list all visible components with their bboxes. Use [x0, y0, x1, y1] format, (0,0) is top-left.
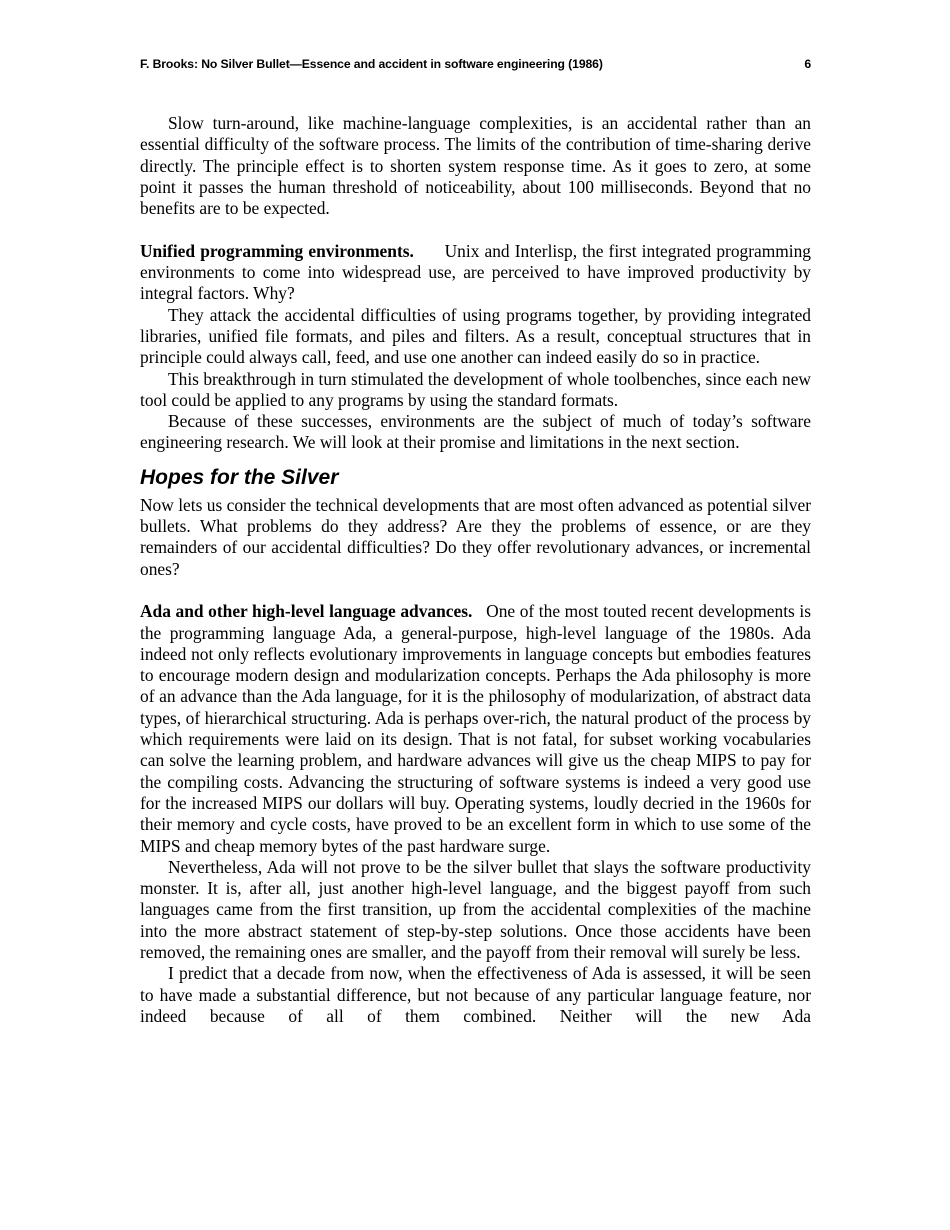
paragraph-nevertheless-ada: Nevertheless, Ada will not prove to be the silver bullet that slays the software productivity monster. It is, after all, just another high-level language, and the biggest payoff from such languages came from the first transition, up from the accidental complexities of the machine into the more abstract statement of step-by-step solutions. Once those accidents have been removed, the remaining ones are smaller, and the payoff from their removal will surely be less. [140, 856, 811, 962]
page-number: 6 [804, 57, 811, 71]
paragraph-unified-environments [140, 241, 811, 305]
paragraph-accidental-difficulties: They attack the accidental difficulties of using programs together, by providing integrated libraries, unified file formats, and piles and filters. As a result, conceptual structures that in principle could always call, feed, and use one another can indeed easily do so in practice. [140, 304, 811, 368]
paragraph-technical-developments: Now lets us consider the technical developments that are most often advanced as potential silver bullets. What problems do they address? Are they the problems of essence, or are they remainders of our accidental difficulties? Do they offer revolutionary advances, or incremental ones? [140, 494, 811, 579]
paragraph-prediction: I predict that a decade from now, when the effectiveness of Ada is assessed, it will be seen to have made a substantial difference, but not because of any particular language feature, nor indeed because of all of them combined. Neither will the new Ada [140, 963, 811, 1026]
section-heading: Hopes for the Silver [140, 465, 339, 489]
running-title: F. Brooks: No Silver Bullet—Essence and accident in software engineering (1986) [140, 57, 603, 71]
paragraph-slow-turnaround: Slow turn-around, like machine-language complexities, is an accidental rather than an essential difficulty of the software process. The limits of the contribution of time-sharing derive directly. The principle effect is to shorten system response time. As it goes to zero, at some point it passes the human threshold of noticeability, about 100 milliseconds. Beyond that no benefits are to be expected. [140, 113, 811, 219]
run-in-heading-unified-environments: Unified programming environments. [140, 240, 414, 261]
paragraph-text: Unix and Interlisp, the first integrated programming environments to come into widespread use, are perceived to have improved productivity by integral factors. Why? [140, 240, 811, 304]
running-header [140, 56, 811, 72]
document-body [140, 113, 811, 1027]
paragraph-toolbenches: This breakthrough in turn stimulated the development of whole toolbenches, since each new tool could be applied to any programs by using the standard formats. [140, 368, 811, 410]
paragraph-ada-advances [140, 601, 811, 857]
paragraph-environments-research: Because of these successes, environments are the subject of much of today’s software engineering research. We will look at their promise and limitations in the next section. [140, 411, 811, 453]
paragraph-text: One of the most touted recent developments is the programming language Ada, a general-purpose, high-level language of the 1980s. Ada indeed not only reflects evolutionary improvements in language concepts but embodies features to encourage modern design and modularization concepts. Perhaps the Ada philosophy is more of an advance than the Ada language, for it is the philosophy of modularization, of abstract data types, of hierarchical structuring. Ada is perhaps over-rich, the natural product of the process by which requirements were laid on its design. That is not fatal, for subset working vocabularies can solve the learning problem, and hardware advances will give us the cheap MIPS to pay for the compiling costs. Advancing the structuring of software systems is indeed a very good use for the increased MIPS our dollars will buy. Operating systems, loudly decried in the 1960s for their memory and cycle costs, have proved to be an excellent form in which to use some of the MIPS and cheap memory bytes of the past hardware surge. [140, 601, 811, 856]
run-in-heading-ada: Ada and other high-level language advances. [140, 601, 473, 622]
